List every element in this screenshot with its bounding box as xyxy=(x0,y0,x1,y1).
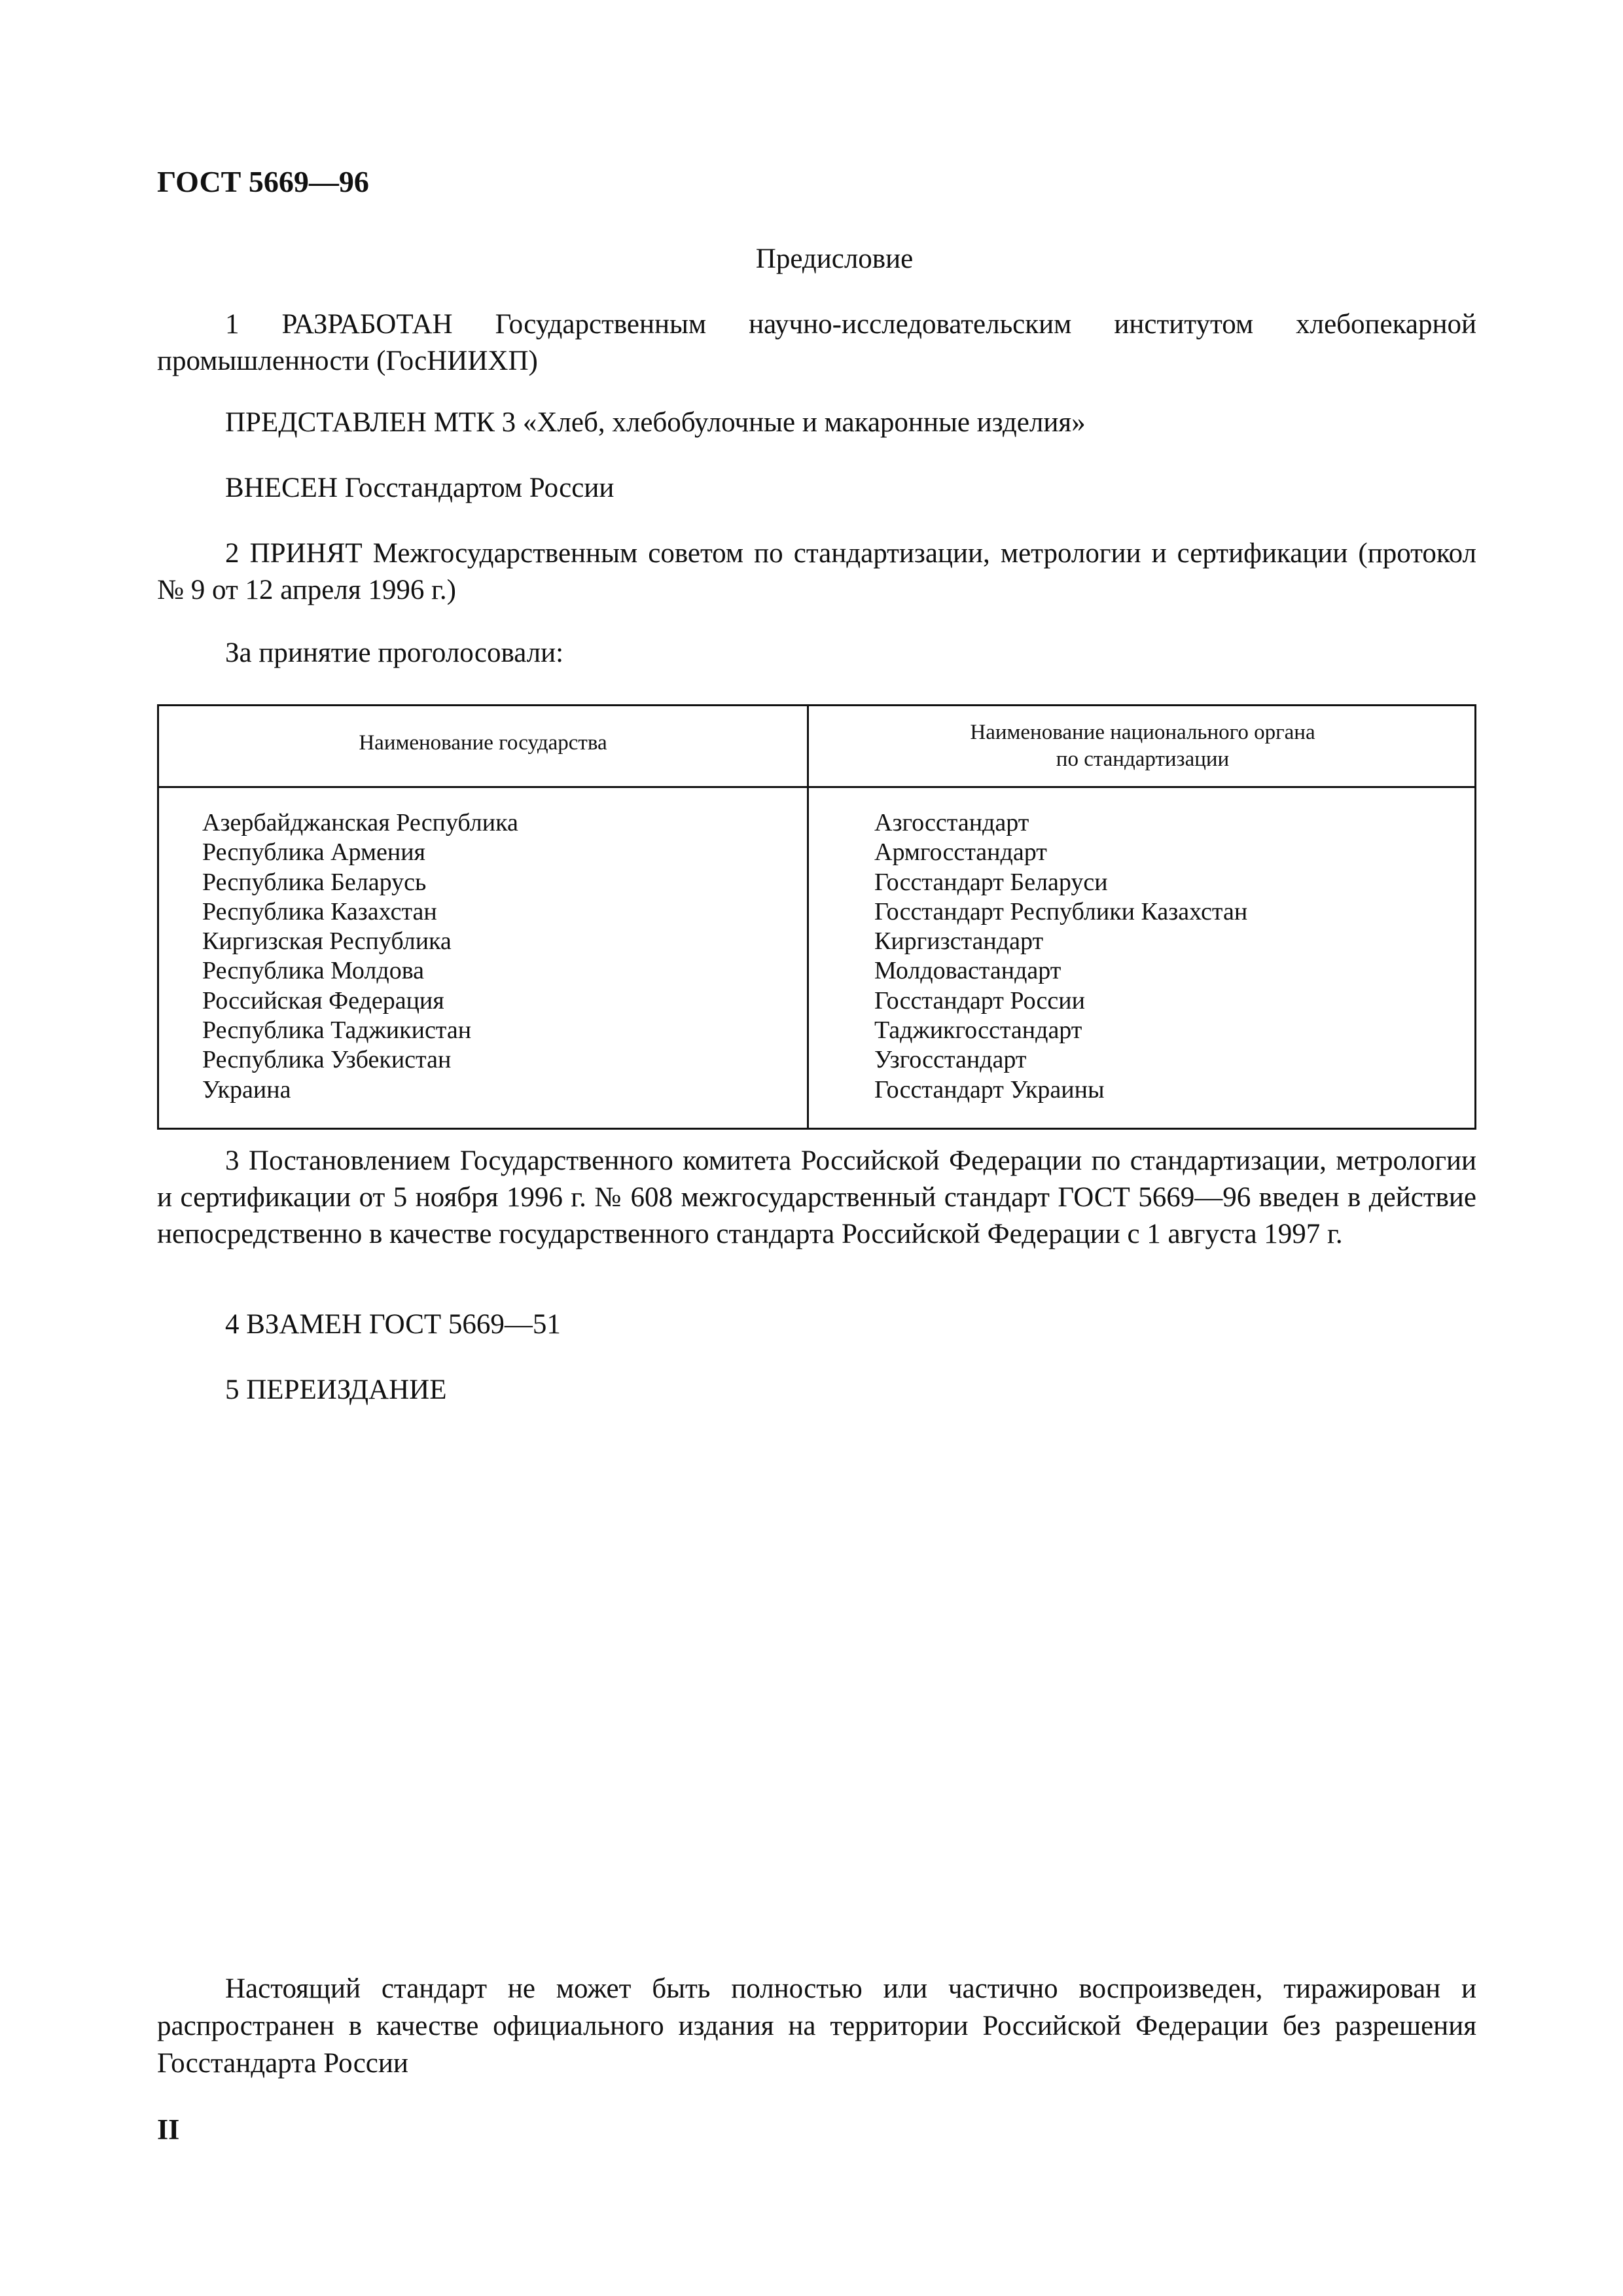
table-cell-national-body: Армгосстандарт xyxy=(874,838,1047,867)
paragraph-presented-by: ПРЕДСТАВЛЕН МТК 3 «Хлеб, хлебобулочные и макаронные изделия» xyxy=(225,407,1086,438)
table-cell-state: Республика Таджикистан xyxy=(202,1016,472,1045)
table-column-national-bodies xyxy=(874,808,1247,1105)
paragraph-resolution: 3 Постановлением Государственного комитета Российской Федерации по стандартизации, метрологии и сертификации от 5 ноября 1996 г. № 608 межгосударственный стандарт ГОСТ 5669—96 введен в действие непосредственно в качестве государственного стандарта Российской Федерации с 1 августа 1997 г. xyxy=(157,1145,1476,1249)
table-cell-state: Киргизская Республика xyxy=(202,927,452,956)
table-cell-national-body: Таджикгосстандарт xyxy=(874,1016,1082,1045)
table-cell-national-body: Госстандарт Украины xyxy=(874,1075,1105,1103)
table-cell-state: Республика Армения xyxy=(202,838,426,867)
table-cell-state: Республика Узбекистан xyxy=(202,1046,452,1074)
table-header-state: Наименование государства xyxy=(359,731,607,755)
table-cell-state: Республика Беларусь xyxy=(202,868,427,896)
table-cell-national-body: Госстандарт Беларуси xyxy=(874,868,1108,896)
section-title-preface: Предисловие xyxy=(755,243,914,274)
voting-states-table xyxy=(157,704,1476,1130)
table-cell-state: Украина xyxy=(202,1075,291,1103)
page-number: II xyxy=(157,2113,180,2145)
table-cell-state: Азербайджанская Республика xyxy=(202,809,518,836)
table-column-states xyxy=(202,808,518,1105)
table-cell-state: Республика Казахстан xyxy=(202,897,437,925)
table-cell-state: Республика Молдова xyxy=(202,957,425,985)
table-header-national-body-line2: по стандартизации xyxy=(1056,747,1230,771)
table-cell-national-body: Киргизстандарт xyxy=(874,927,1044,956)
copyright-notice: Настоящий стандарт не может быть полностью или частично воспроизведен, тиражирован и распространен в качестве официального издания на территории Российской Федерации без разрешения Госстандарта России xyxy=(157,1973,1476,2079)
table-cell-national-body: Госстандарт России xyxy=(874,986,1085,1014)
table-header-national-body-line1: Наименование национального органа xyxy=(970,721,1315,744)
paragraph-adopted-by: 2 ПРИНЯТ Межгосударственным советом по стандартизации, метрологии и сертификации (протокол № 9 от 12 апреля 1996 г.) xyxy=(157,538,1476,605)
paragraph-voted-for: За принятие проголосовали: xyxy=(225,637,564,668)
table-header-national-body xyxy=(809,719,1476,773)
paragraph-replaces: 4 ВЗАМЕН ГОСТ 5669—51 xyxy=(225,1309,561,1340)
paragraph-reissue: 5 ПЕРЕИЗДАНИЕ xyxy=(225,1374,447,1405)
paragraph-introduced-by: ВНЕСЕН Госстандартом России xyxy=(225,473,615,503)
table-cell-national-body: Узгосстандарт xyxy=(874,1046,1027,1074)
table-cell-national-body: Госстандарт Республики Казахстан xyxy=(874,897,1248,925)
table-cell-national-body: Азгосстандарт xyxy=(874,809,1029,836)
table-cell-national-body: Молдовастандарт xyxy=(874,957,1061,985)
table-header-divider xyxy=(159,786,1474,788)
table-cell-state: Российская Федерация xyxy=(202,986,444,1014)
document-code-header: ГОСТ 5669—96 xyxy=(157,165,369,198)
paragraph-developed-by: 1 РАЗРАБОТАН Государственным научно-исследовательским институтом хлебопекарной промышленности (ГосНИИХП) xyxy=(157,309,1476,376)
